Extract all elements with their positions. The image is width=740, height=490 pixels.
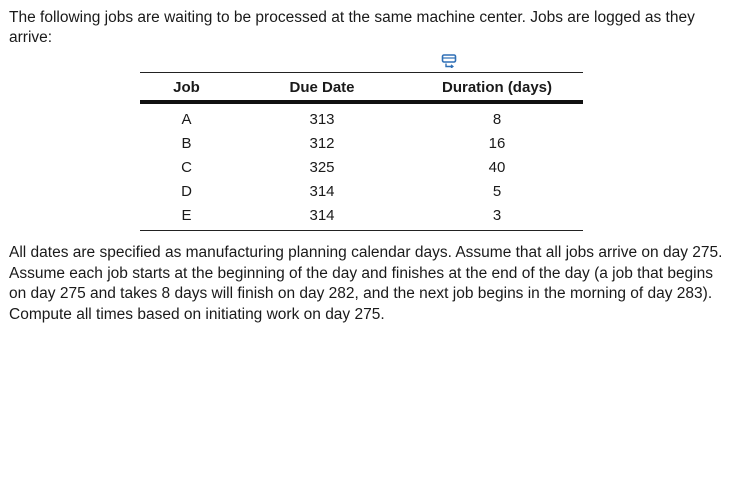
cell-due-date: 325 <box>309 158 335 176</box>
cell-due-date: 314 <box>309 182 335 200</box>
cell-job: C <box>181 158 192 176</box>
cell-due-date: 314 <box>233 203 411 231</box>
cell-duration: 8 <box>492 110 502 128</box>
cell-duration: 16 <box>488 134 506 152</box>
intro-paragraph: The following jobs are waiting to be processed at the same machine center. Jobs are logged as they arrive: <box>9 9 695 46</box>
cell-job: E <box>140 203 233 231</box>
cell-duration: 5 <box>492 182 502 200</box>
instructions-paragraph: All dates are specified as manufacturing planning calendar days. Assume that all jobs arrive on day 275. Assume each job starts at the beginning of the day and finishes at the end of the day (a job that begins on day 275 and takes 8 days will finish on day 282, and the next job begins in the morning of day 283). Compute all times based on initiating work on day 275. <box>9 244 723 323</box>
cell-due-date: 312 <box>309 134 335 152</box>
table-row <box>140 203 583 231</box>
cell-duration: 40 <box>488 158 506 176</box>
cell-duration: 3 <box>411 203 583 231</box>
table-header-row <box>140 73 583 103</box>
cell-job: B <box>181 134 192 152</box>
copy-table-icon[interactable] <box>441 54 457 68</box>
cell-job: D <box>181 182 192 200</box>
jobs-table <box>140 72 583 231</box>
table-row <box>140 131 583 155</box>
cell-job: A <box>181 110 192 128</box>
table-row <box>140 179 583 203</box>
header-job: Job <box>140 73 233 103</box>
table-row <box>140 102 583 131</box>
header-due-date: Due Date <box>233 73 411 103</box>
cell-due-date: 313 <box>309 110 335 128</box>
table-row <box>140 155 583 179</box>
header-duration: Duration (days) <box>411 73 583 103</box>
